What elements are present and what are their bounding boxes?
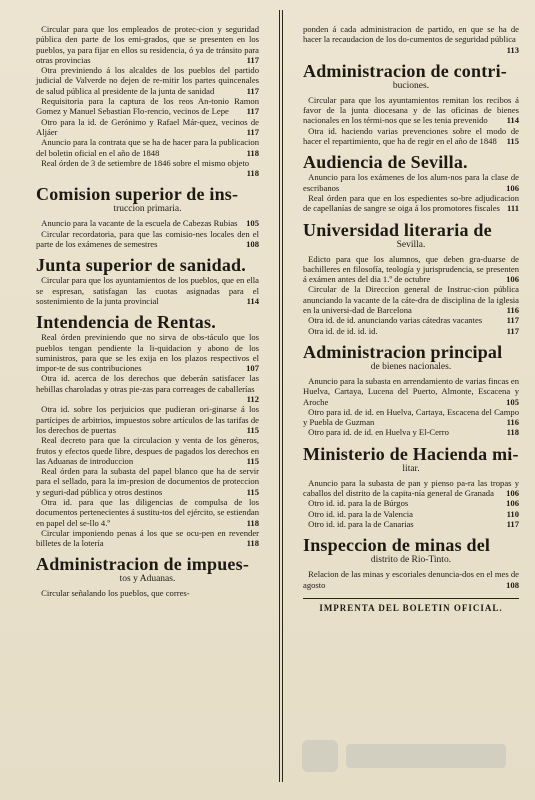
page-number: 116 — [506, 417, 519, 428]
column-divider — [279, 10, 280, 782]
page-number: 113 — [506, 44, 519, 55]
page-number: 111 — [507, 203, 519, 214]
entry-text: Otra id. haciendo varias prevenciones sobre el modo de hacer el repartimiento, que ha de regir en el año de 1848 — [303, 125, 519, 147]
index-entry — [36, 158, 259, 179]
index-entry — [36, 332, 259, 373]
index-entry — [303, 427, 519, 437]
entry-text: Real órden previniendo que no sirva de obs-táculo que los pueblos tengan pendiente la li-quidacion y abono de los suministros, para que se les exija en los plazos respectivos el impor-te de sus contribuciones — [36, 332, 259, 374]
index-entry — [36, 497, 259, 528]
section-subheading: tos y Aduanas. — [119, 574, 176, 585]
entry-text: Requisitoria para la captura de los reos An-tonio Ramon Gomez y Manuel Sebastian Flo-rencio, vecinos de Lepe — [36, 96, 259, 117]
page-number: 115 — [246, 486, 259, 497]
section-heading: Administracion de contri- — [303, 60, 507, 81]
index-entry — [303, 95, 519, 126]
index-group — [303, 95, 519, 146]
entry-text: Otro id. id. para la de Búrgos — [308, 498, 409, 509]
page-number: 116 — [506, 305, 519, 316]
page-number: 115 — [246, 424, 259, 435]
entry-text: Real decreto para que la circulacion y venta de los géneros, frutos y efectos quede libre, despues de pagados los derechos en las Aduanas de introduccion — [36, 435, 259, 466]
index-entry — [303, 284, 519, 315]
entry-text: Otro id. id. para la de Valencia — [308, 508, 413, 519]
section-subheading: de bienes nacionales. — [370, 361, 452, 372]
index-group — [36, 24, 259, 178]
page-number: 112 — [246, 394, 259, 405]
entry-text: Otra id. de id. id. id. — [308, 325, 378, 336]
index-entry — [36, 65, 259, 96]
index-entry — [303, 569, 519, 590]
index-entry — [303, 498, 519, 508]
entry-text: Otra id. sobre los perjuicios que pudieran ori-ginarse á los partícipes de arbitrios, impuestos sobre artículos de las tarifas de los derechos de puertas — [36, 404, 259, 435]
left-column — [36, 24, 259, 599]
index-entry — [303, 407, 519, 428]
entry-text: Anuncio para la contrata que se ha de hacer para la publicacion del boletin oficial en el año de 1848 — [36, 137, 259, 158]
page-number: 108 — [506, 579, 519, 590]
entry-text: Circular de la Direccion general de Instruc-cion pública anunciando la vacante de la cáte-dra de disciplina de la iglesia en la universi-dad de Barcelona — [303, 284, 519, 316]
page-number: 115 — [506, 136, 519, 147]
entry-text: Edicto para que los alumnos, que deben gra-duarse de bachilleres en filosofía, teología y jurisprudencia, se presenten á exámen antes del dia 1.º de octubre — [303, 253, 519, 285]
entry-text: Otra id. acerca de los derechos que deberán satisfacer las hebillas charoladas y otras pie-zas para correages de caballerías — [36, 373, 259, 394]
index-entry — [303, 254, 519, 285]
index-entry — [303, 126, 519, 147]
entry-text: Real órden de 3 de setiembre de 1846 sobre el mismo objeto — [41, 157, 250, 168]
entry-text: ponden á cada administracion de partido, en que se ha de hacer la recaudacion de los do-cumentos de seguridad pública — [303, 24, 519, 45]
entry-text: Otro para id. de id. en Huelva y El-Cerro — [308, 427, 449, 438]
page-number: 108 — [246, 239, 259, 250]
library-watermark — [300, 730, 510, 780]
page-number: 114 — [246, 295, 259, 306]
page-number: 118 — [246, 147, 259, 158]
index-entry — [36, 404, 259, 435]
section-heading: Audiencia de Sevilla. — [303, 152, 468, 173]
section-heading: Comision superior de ins- — [36, 184, 239, 205]
page-number: 117 — [246, 106, 259, 117]
section-heading: Universidad literaria de — [303, 219, 492, 240]
entry-text: Anuncio para la vacante de la escuela de Cabezas Rubias — [41, 218, 238, 229]
entry-text: Anuncio para la subasta en arrendamiento de varias fincas en Huelva, Cartaya, Lucena del Puerto, Almonte, Escacena y Aroche — [303, 375, 519, 407]
section-heading: Administracion principal — [303, 341, 503, 362]
index-entry — [36, 435, 259, 466]
page-number: 106 — [506, 488, 519, 499]
index-group — [36, 275, 259, 306]
page-number: 118 — [246, 517, 259, 528]
page-number: 106 — [506, 182, 519, 193]
printer-imprint: IMPRENTA DEL BOLETIN OFICIAL. — [319, 602, 503, 613]
index-entry — [36, 137, 259, 158]
page-number: 117 — [506, 518, 519, 529]
right-column — [303, 24, 519, 613]
index-group — [303, 172, 519, 213]
index-entry — [36, 373, 259, 404]
entry-text: Otro para la id. de Gerónimo y Rafael Már-quez, vecinos de Aljáer — [36, 116, 259, 137]
index-entry — [303, 478, 519, 499]
index-entry — [36, 218, 259, 228]
entry-text: Otra id. para que las diligencias de compulsa de los documentos pertenecientes á sustitu-tos del ejército, se estiendan en papel del se-llo 4.º — [36, 496, 259, 528]
section-heading: Administracion de impues- — [36, 554, 250, 575]
entry-text: Otra previniendo á los alcaldes de los pueblos del partido judicial de Valverde no dejen de re-mitir los partes quincenales de salud pública al presidente de la junta de sanidad — [36, 65, 259, 96]
index-entry — [36, 24, 259, 65]
page-number: 110 — [506, 508, 519, 519]
entry-text: Anuncio para la subasta de pan y pienso pa-ra las tropas y caballos del distrito de la capita-nía general de Granada — [303, 477, 519, 499]
index-entry — [303, 519, 519, 529]
page-number: 118 — [246, 538, 259, 549]
section-subheading: distrito de Rio-Tinto. — [370, 555, 452, 566]
index-entry — [303, 509, 519, 519]
section-subheading: truccion primaria. — [113, 204, 182, 215]
section-heading: Inspeccion de minas del — [303, 535, 491, 556]
page-number: 115 — [246, 455, 259, 466]
entry-text — [303, 24, 519, 55]
entry-text: Real órden para la subasta del papel blanco que ha de servir para el sellado, para la im-presion de documentos de proteccion y seguri-dad pública y otros destinos — [36, 466, 259, 497]
index-group — [36, 218, 259, 249]
section-subheading: Sevilla. — [396, 239, 426, 250]
section-heading: Junta superior de sanidad. — [36, 255, 246, 276]
index-entry — [303, 315, 519, 325]
index-entry — [36, 96, 259, 117]
index-group — [303, 376, 519, 438]
page-number: 118 — [506, 427, 519, 438]
entry-text: Otro para id. de id. en Huelva, Cartaya, Escacena del Campo y Puebla de Guzman — [303, 406, 519, 428]
index-entry — [303, 172, 519, 193]
index-entry — [303, 193, 519, 214]
page-number: 106 — [506, 274, 519, 285]
entry-text: Circular para que los ayuntamientos de los pueblos, que en ella se espresan, satisfagan las cuotas asignadas para el sostenimiento de la junta provincial — [36, 275, 259, 306]
page-number: 107 — [246, 363, 259, 374]
entry-text: Circular recordatoria, para que las comisio-nes locales den el parte de los exámenes de semestres — [36, 228, 259, 250]
page-number: 106 — [506, 498, 519, 509]
page-number: 117 — [246, 85, 259, 96]
page-number: 118 — [246, 168, 259, 179]
index-entry — [36, 229, 259, 250]
entry-text: Circular señalando los pueblos, que corres- — [41, 588, 190, 599]
index-entry — [36, 588, 259, 598]
index-group — [303, 569, 519, 590]
section-heading: Ministerio de Hacienda mi- — [303, 443, 519, 464]
section-subheading: litar. — [402, 463, 420, 474]
index-entry — [36, 117, 259, 138]
page-number: 114 — [506, 115, 519, 126]
entry-text: Otro id. id. para la de Canarias — [308, 518, 414, 529]
page-number: 117 — [506, 325, 519, 336]
index-group — [303, 478, 519, 529]
section-heading: Intendencia de Rentas. — [36, 312, 216, 333]
index-entry — [303, 376, 519, 407]
index-entry — [36, 275, 259, 306]
section-subheading: buciones. — [392, 80, 430, 91]
index-entry — [36, 528, 259, 549]
entry-text: Circular imponiendo penas á los que se ocu-pen en revender billetes de la lotería — [36, 527, 259, 549]
entry-text: Circular para que los ayuntamientos remitan los recibos á favor de la junta diocesana y de las oficinas de bienes nacionales en los térmi-nos que se les tenia prevenido — [303, 94, 519, 126]
page-number: 105 — [506, 396, 519, 407]
index-group — [303, 254, 519, 336]
index-entry — [36, 466, 259, 497]
index-group — [36, 332, 259, 548]
page-number: 117 — [506, 315, 519, 326]
page-number: 117 — [246, 126, 259, 137]
column-divider — [282, 10, 283, 782]
entry-text: Relacion de las minas y escoriales denuncia-dos en el mes de agosto — [303, 569, 519, 590]
page-number: 105 — [246, 218, 259, 229]
index-entry — [303, 326, 519, 336]
entry-text: Real órden para que en los espedientes so-bre adjudicacion de capellanías de sangre se oiga á los promotores fiscales — [303, 192, 519, 214]
footer-rule — [303, 598, 519, 599]
page-number: 117 — [246, 54, 259, 65]
entry-text: Anuncio para los exámenes de los alum-nos para la clase de escribanos — [303, 172, 519, 193]
entry-text: Circular para que los empleados de protec-cion y seguridad pública den parte de los emi-grados, que se presenten en los pueblos, ya para fijar en ellos su residencia, ó ya de tránsito para otras provincias — [36, 24, 259, 65]
index-entry — [303, 24, 519, 55]
entry-text: Otra id. de id. anunciando varias cátedras vacantes — [308, 315, 483, 326]
